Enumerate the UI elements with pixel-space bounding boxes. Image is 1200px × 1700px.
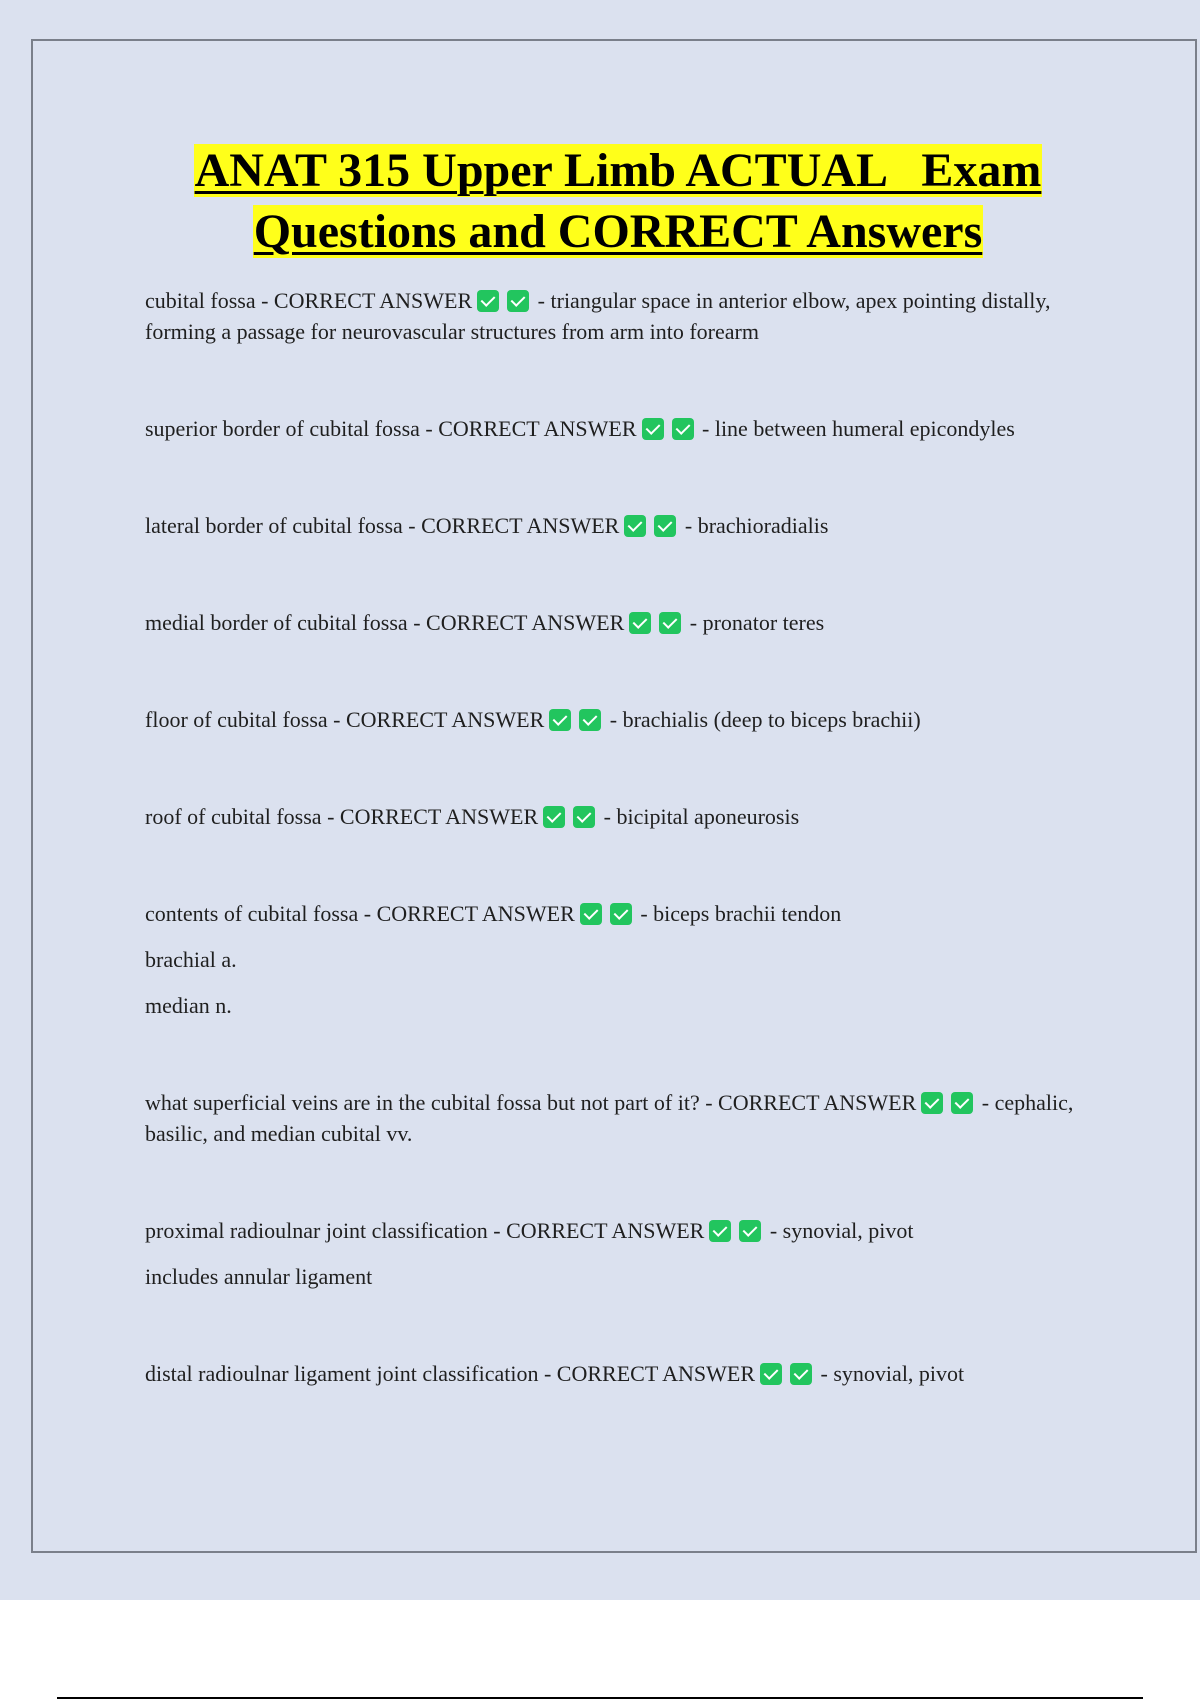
check-icon xyxy=(790,1363,812,1385)
title-line-1: ANAT 315 Upper Limb ACTUAL Exam xyxy=(194,144,1042,197)
answer-marker: CORRECT ANSWER xyxy=(421,513,620,538)
separator: - xyxy=(634,901,654,926)
check-icon xyxy=(507,290,529,312)
separator: - xyxy=(327,707,346,732)
answer-marker: CORRECT ANSWER xyxy=(438,416,637,441)
answer-text: cephalic, basilic, and median cubital vv. xyxy=(145,1090,1074,1146)
qa-entry xyxy=(145,413,1075,444)
check-icon xyxy=(709,1220,731,1242)
check-icon xyxy=(921,1092,943,1114)
check-icon xyxy=(629,612,651,634)
separator: - xyxy=(598,804,617,829)
qa-entry xyxy=(145,510,1075,541)
separator: - xyxy=(976,1090,995,1115)
separator: - xyxy=(419,416,439,441)
check-icon xyxy=(624,515,646,537)
answer-text: brachioradialis xyxy=(697,513,829,538)
check-icon xyxy=(739,1220,761,1242)
qa-entry xyxy=(145,801,1075,832)
separator: - xyxy=(699,1090,719,1115)
check-icon xyxy=(654,515,676,537)
separator: - xyxy=(532,288,551,313)
separator: - xyxy=(679,513,698,538)
qa-line xyxy=(145,285,1075,347)
bottom-divider xyxy=(57,1697,1143,1699)
qa-entry xyxy=(145,1215,1075,1292)
answer-text: triangular space in anterior elbow, apex pointing distally, forming a passage for neurovascular structures from arm into forearm xyxy=(145,288,1051,344)
answer-marker: CORRECT ANSWER xyxy=(556,1361,756,1386)
qa-line xyxy=(145,1358,1075,1389)
check-icon xyxy=(580,903,602,925)
document-title xyxy=(0,140,1200,262)
qa-entry xyxy=(145,1087,1075,1149)
qa-entry xyxy=(145,607,1075,638)
answer-text: pronator teres xyxy=(702,610,825,635)
qa-list xyxy=(145,285,1075,1389)
qa-entry xyxy=(145,704,1075,735)
separator: - xyxy=(402,513,422,538)
qa-entry xyxy=(145,285,1075,347)
answer-text: bicipital aponeurosis xyxy=(616,804,800,829)
title-line-2: Questions and CORRECT Answers xyxy=(253,205,983,258)
qa-line xyxy=(145,898,1075,929)
answer-marker: CORRECT ANSWER xyxy=(346,707,545,732)
separator: - xyxy=(358,901,377,926)
question-text: roof of cubital fossa xyxy=(145,804,322,829)
check-icon xyxy=(659,612,681,634)
separator: - xyxy=(487,1218,507,1243)
answer-marker: CORRECT ANSWER xyxy=(273,288,473,313)
separator: - xyxy=(684,610,703,635)
answer-text: synovial, pivot xyxy=(782,1218,914,1243)
answer-extra-line: includes annular ligament xyxy=(145,1264,373,1289)
question-text: contents of cubital fossa xyxy=(145,901,359,926)
separator: - xyxy=(764,1218,783,1243)
check-icon xyxy=(573,806,595,828)
question-text: cubital fossa xyxy=(145,288,256,313)
separator: - xyxy=(255,288,274,313)
check-icon xyxy=(951,1092,973,1114)
separator: - xyxy=(321,804,340,829)
question-text: distal radioulnar ligament joint classification xyxy=(145,1361,539,1386)
answer-text: synovial, pivot xyxy=(833,1361,965,1386)
separator: - xyxy=(696,416,715,441)
answer-text: line between humeral epicondyles xyxy=(714,416,1015,441)
qa-line xyxy=(145,510,1075,541)
check-icon xyxy=(477,290,499,312)
answer-marker: CORRECT ANSWER xyxy=(718,1090,917,1115)
check-icon xyxy=(549,709,571,731)
qa-entry xyxy=(145,1358,1075,1389)
qa-line xyxy=(145,1087,1075,1149)
check-icon xyxy=(672,418,694,440)
separator: - xyxy=(604,707,623,732)
qa-line xyxy=(145,413,1075,444)
check-icon xyxy=(543,806,565,828)
answer-marker: CORRECT ANSWER xyxy=(506,1218,705,1243)
answer-extra-line: brachial a. xyxy=(145,947,237,972)
check-icon xyxy=(642,418,664,440)
question-text: what superficial veins are in the cubital fossa but not part of it? xyxy=(145,1090,700,1115)
qa-line xyxy=(145,1215,1075,1246)
qa-line xyxy=(145,704,1075,735)
answer-extra-line: median n. xyxy=(145,993,232,1018)
question-text: lateral border of cubital fossa xyxy=(145,513,403,538)
question-text: medial border of cubital fossa xyxy=(145,610,408,635)
question-text: superior border of cubital fossa xyxy=(145,416,420,441)
check-icon xyxy=(760,1363,782,1385)
separator: - xyxy=(815,1361,834,1386)
question-text: proximal radioulnar joint classification xyxy=(145,1218,488,1243)
check-icon xyxy=(610,903,632,925)
answer-marker: CORRECT ANSWER xyxy=(426,610,625,635)
separator: - xyxy=(538,1361,557,1386)
separator: - xyxy=(407,610,427,635)
answer-marker: CORRECT ANSWER xyxy=(376,901,575,926)
answer-text: brachialis (deep to biceps brachii) xyxy=(622,707,921,732)
answer-marker: CORRECT ANSWER xyxy=(339,804,539,829)
question-text: floor of cubital fossa xyxy=(145,707,328,732)
qa-line xyxy=(145,801,1075,832)
qa-entry xyxy=(145,898,1075,1021)
qa-line xyxy=(145,607,1075,638)
check-icon xyxy=(579,709,601,731)
answer-text: biceps brachii tendon xyxy=(653,901,842,926)
